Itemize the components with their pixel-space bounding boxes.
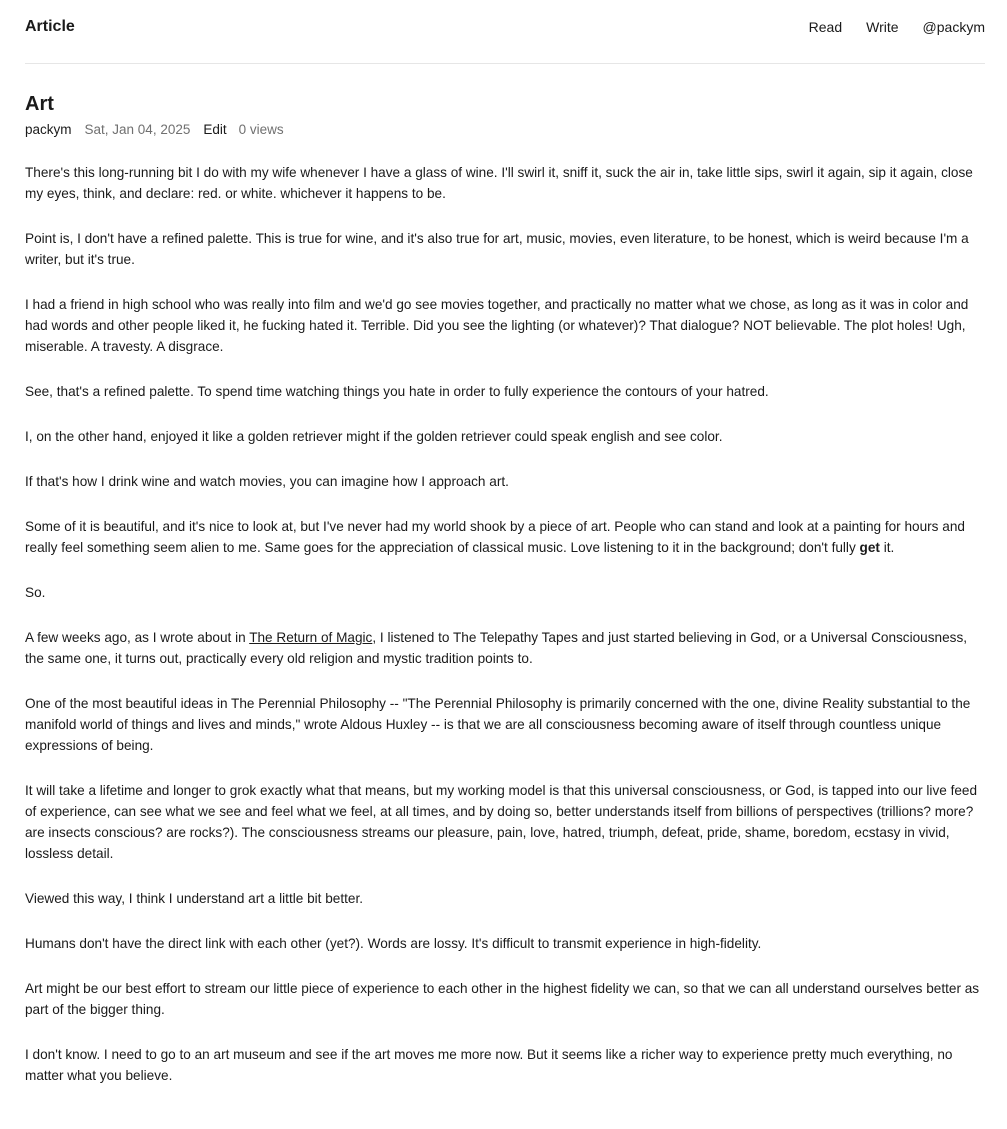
paragraph: I don't know. I need to go to an art museum and see if the art moves me more now. But it seems like a richer way to experience pretty much everything, no matter what you believe. bbox=[25, 1047, 953, 1083]
paragraph-text: Some of it is beautiful, and it's nice to look at, but I've never had my world shook by a piece of art. People who can stand and look at a painting for hours and really feel something seem alien to me. Same goes for the appreciation of classical music. Love listening to it in the background; don't fully bbox=[25, 519, 965, 555]
paragraph: So. bbox=[25, 585, 46, 600]
nav-profile-link[interactable]: @packym bbox=[922, 18, 985, 35]
view-count: 0 views bbox=[238, 122, 284, 137]
paragraph: Viewed this way, I think I understand art a little bit better. bbox=[25, 891, 364, 906]
top-nav bbox=[809, 19, 985, 35]
paragraph-text: it. bbox=[879, 540, 895, 555]
paragraph: There's this long-running bit I do with my wife whenever I have a glass of wine. I'll swirl it, sniff it, suck the air in, take little sips, swirl it again, sip it again, close my eyes, think, and declare: red. or white. whichever it happens to be. bbox=[25, 165, 973, 201]
emphasis-text: get bbox=[859, 540, 880, 555]
paragraph-text: A few weeks ago, as I wrote about in bbox=[25, 630, 250, 645]
page bbox=[25, 0, 985, 1110]
author-name: packym bbox=[25, 122, 72, 137]
paragraph: If that's how I drink wine and watch movies, you can imagine how I approach art. bbox=[25, 474, 509, 489]
paragraph: Art might be our best effort to stream our little piece of experience to each other in the highest fidelity we can, so that we can all understand ourselves better as part of the bigger thing. bbox=[25, 981, 980, 1017]
article-body bbox=[25, 162, 985, 1086]
article-title: Art bbox=[25, 93, 54, 115]
paragraph: Point is, I don't have a refined palette. This is true for wine, and it's also true for art, music, movies, even literature, to be honest, which is weird because I'm a writer, but it's true. bbox=[25, 231, 969, 267]
paragraph: I had a friend in high school who was really into film and we'd go see movies together, and practically no matter what we chose, as long as it was in color and had words and other people liked it, he fucking hated it. Terrible. Did you see the lighting (or whatever)? That dialogue? NOT believable. The plot holes! Ugh, miserable. A travesty. A disgrace. bbox=[25, 297, 969, 354]
paragraph-text: , I listened to The Telepathy Tapes and just started believing in God, or a Universal Consciousness, the same one, it turns out, practically every old religion and mystic tradition points to. bbox=[25, 630, 968, 666]
paragraph: It will take a lifetime and longer to grok exactly what that means, but my working model is that this universal consciousness, or God, is tapped into our live feed of experience, can see what we see and feel what we feel, at all times, and by doing so, better understands itself from billions of perspectives (trillions? more? are insects conscious? are rocks?). The consciousness streams our pleasure, pain, love, hatred, triumph, defeat, pride, shame, boredom, ecstasy in vivid, lossless detail. bbox=[25, 783, 978, 861]
brand-link[interactable]: Article bbox=[25, 17, 75, 35]
nav-write-link[interactable]: Write bbox=[866, 18, 899, 35]
edit-link[interactable]: Edit bbox=[203, 122, 227, 137]
return-of-magic-link[interactable]: The Return of Magic bbox=[249, 630, 373, 645]
nav-read-link[interactable]: Read bbox=[808, 18, 843, 35]
article-meta bbox=[25, 121, 985, 139]
paragraph bbox=[25, 627, 985, 669]
paragraph bbox=[25, 516, 985, 558]
paragraph: Humans don't have the direct link with each other (yet?). Words are lossy. It's difficult to transmit experience in high-fidelity. bbox=[25, 936, 762, 951]
paragraph: See, that's a refined palette. To spend time watching things you hate in order to fully experience the contours of your hatred. bbox=[25, 384, 769, 399]
site-header bbox=[25, 0, 985, 64]
paragraph: One of the most beautiful ideas in The Perennial Philosophy -- "The Perennial Philosophy is primarily concerned with the one, divine Reality substantial to the manifold world of things and lives and minds," wrote Aldous Huxley -- is that we are all consciousness becoming aware of itself through countless unique expressions of being. bbox=[25, 696, 971, 753]
paragraph: I, on the other hand, enjoyed it like a golden retriever might if the golden retriever could speak english and see color. bbox=[25, 429, 723, 444]
publish-date: Sat, Jan 04, 2025 bbox=[84, 122, 191, 137]
